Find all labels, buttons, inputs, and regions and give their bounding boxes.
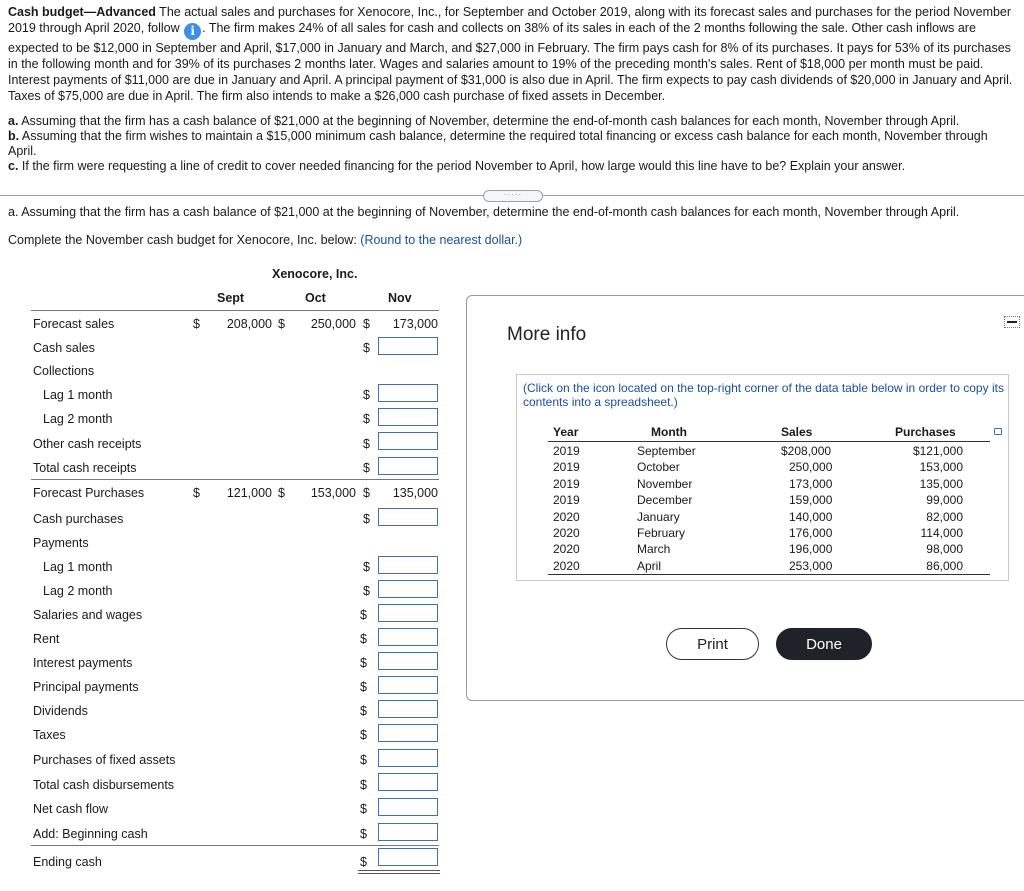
problem-text-body: . The firm makes 24% of all sales for cash and collects on 38% of its sales in each of the 2 months following the sale. Other cash inflows are expected to be $12,000 in September and April, $17,000 in January and March, and $27,000 in February. The firm pays cash for 8% of its purchases. It pays for 53% of its purchases in the following month and for 39% of its purchases 2 months later. Wages and salaries amount to 19% of the preceding month's sales. Rent of $18,000 per month must be paid. Interest payments of $11,000 are due in January and April. A principal payment of $31,000 is also due in April. The firm expects to pay cash dividends of $20,000 in January and April. Taxes of $75,000 are due in April. The firm also intends to make a $26,000 cash purchase of fixed assets in December. <box>8 21 1013 103</box>
cell-month: March <box>637 542 671 556</box>
part-b <box>8 129 1008 159</box>
cell-year: 2020 <box>553 559 580 573</box>
row-label-taxes: Taxes <box>33 728 66 742</box>
taxes-nov-input[interactable] <box>378 724 438 742</box>
forecast-purchases-oct: 153,000 <box>310 486 356 500</box>
dollar-sign: $ <box>360 827 367 841</box>
row-label-dividends: Dividends <box>33 704 88 718</box>
forecast-sales-nov: 173,000 <box>392 317 438 331</box>
section-rule <box>31 479 439 480</box>
dollar-sign: $ <box>363 388 370 402</box>
header-year: Year <box>553 425 579 439</box>
cell-month: December <box>637 493 693 507</box>
dividends-nov-input[interactable] <box>378 700 438 718</box>
cell-month: February <box>637 526 686 540</box>
dollar-sign: $ <box>360 704 367 718</box>
dollar-sign: $ <box>363 412 370 426</box>
dollar-sign: $ <box>278 486 285 500</box>
interest-nov-input[interactable] <box>378 652 438 670</box>
dollar-sign: $ <box>363 461 370 475</box>
cell-month: November <box>637 477 693 491</box>
dollar-sign: $ <box>360 778 367 792</box>
row-label-net-cash-flow: Net cash flow <box>33 802 109 816</box>
info-icon[interactable]: i <box>184 23 201 40</box>
current-question: a. Assuming that the firm has a cash balance of $21,000 at the beginning of November, determine the end-of-month cash balances for each month, November through April. <box>8 205 960 219</box>
cell-purchases: 153,000 <box>919 460 963 474</box>
cell-month: April <box>637 559 662 573</box>
section-rule <box>31 845 439 846</box>
other-receipts-nov-input[interactable] <box>378 432 438 450</box>
row-label-salaries: Salaries and wages <box>33 608 143 622</box>
row-label-ending-cash: Ending cash <box>33 855 102 869</box>
forecast-purchases-nov: 135,000 <box>392 486 438 500</box>
company-name: Xenocore, Inc. <box>272 267 358 281</box>
part-c <box>8 159 1008 174</box>
row-label-payments-lag2: Lag 2 month <box>43 584 113 598</box>
dollar-sign: $ <box>363 560 370 574</box>
dollar-sign: $ <box>363 437 370 451</box>
cell-year: 2020 <box>553 542 580 556</box>
forecast-purchases-sept: 121,000 <box>226 486 272 500</box>
dollar-sign: $ <box>360 753 367 767</box>
dollar-sign: $ <box>360 802 367 816</box>
expand-toggle[interactable]: ····· <box>483 190 543 202</box>
cell-purchases: 98,000 <box>926 542 963 556</box>
header-month: Month <box>651 425 687 439</box>
cell-year: 2019 <box>553 444 580 458</box>
row-label-payments: Payments <box>33 536 89 550</box>
header-sales: Sales <box>781 425 813 439</box>
col-header-oct: Oct <box>305 291 326 305</box>
dollar-sign: $ <box>363 584 370 598</box>
cell-purchases: 99,000 <box>926 493 963 507</box>
row-label-collections-lag1: Lag 1 month <box>43 388 113 402</box>
row-label-other-receipts: Other cash receipts <box>33 437 142 451</box>
dialog-title: More info <box>507 324 587 345</box>
cell-sales: 176,000 <box>789 526 833 540</box>
part-a-text: Assuming that the firm has a cash balance of $21,000 at the beginning of November, determine the end-of-month cash balances for each month, November through April. <box>18 114 960 128</box>
row-label-collections: Collections <box>33 364 95 378</box>
cash-sales-nov-input[interactable] <box>378 337 438 355</box>
dollar-sign: $ <box>360 656 367 670</box>
copy-to-spreadsheet-icon[interactable] <box>994 428 1002 435</box>
row-label-total-receipts: Total cash receipts <box>33 461 137 475</box>
cell-month: September <box>637 444 696 458</box>
beginning-cash-nov-input[interactable] <box>378 823 438 841</box>
rent-nov-input[interactable] <box>378 628 438 646</box>
fixed-assets-nov-input[interactable] <box>378 749 438 767</box>
cell-sales: $208,000 <box>781 444 832 458</box>
cell-month: October <box>637 460 680 474</box>
col-header-sept: Sept <box>217 291 245 305</box>
row-label-rent: Rent <box>33 632 60 646</box>
part-b-text: Assuming that the firm wishes to maintain a $15,000 minimum cash balance, determine the required total financing or excess cash balance for each month, November through April. <box>8 129 988 158</box>
header-rule <box>31 310 439 311</box>
instruction <box>8 233 522 247</box>
dollar-sign: $ <box>363 512 370 526</box>
problem-statement <box>8 4 1016 104</box>
double-underline-bottom <box>358 873 440 874</box>
minimize-icon[interactable] <box>1004 316 1020 328</box>
cell-purchases: 82,000 <box>926 510 963 524</box>
dollar-sign: $ <box>363 486 370 500</box>
dollar-sign: $ <box>360 855 367 869</box>
part-c-label: c. <box>8 159 19 173</box>
cell-sales: 196,000 <box>789 542 833 556</box>
dollar-sign: $ <box>193 317 200 331</box>
row-label-interest: Interest payments <box>33 656 133 670</box>
collections-lag1-nov-input[interactable] <box>378 384 438 402</box>
instruction-text: Complete the November cash budget for Xenocore, Inc. below: <box>8 233 361 247</box>
cell-sales: 250,000 <box>789 460 833 474</box>
dollar-sign: $ <box>360 632 367 646</box>
row-label-principal: Principal payments <box>33 680 139 694</box>
copy-instruction: (Click on the icon located on the top-right corner of the data table below in order to copy its contents into a spreadsheet.) <box>523 381 1004 409</box>
cell-year: 2019 <box>553 460 580 474</box>
part-c-text: If the firm were requesting a line of credit to cover needed financing for the period November to April, how large would this line have to be? Explain your answer. <box>18 159 906 173</box>
row-label-cash-sales: Cash sales <box>33 341 95 355</box>
cell-sales: 253,000 <box>789 559 833 573</box>
row-label-cash-purchases: Cash purchases <box>33 512 124 526</box>
collections-lag2-nov-input[interactable] <box>378 408 438 426</box>
problem-title: Cash budget—Advanced <box>8 5 156 19</box>
header-rule <box>548 441 990 442</box>
cell-year: 2020 <box>553 526 580 540</box>
cell-year: 2019 <box>553 477 580 491</box>
row-label-collections-lag2: Lag 2 month <box>43 412 113 426</box>
header-purchases: Purchases <box>895 425 956 439</box>
dollar-sign: $ <box>363 317 370 331</box>
more-info-dialog <box>466 295 1024 701</box>
payments-lag1-nov-input[interactable] <box>378 556 438 574</box>
dollar-sign: $ <box>360 608 367 622</box>
forecast-sales-sept: 208,000 <box>226 317 272 331</box>
col-header-nov: Nov <box>388 291 412 305</box>
row-label-fixed-assets: Purchases of fixed assets <box>33 753 176 767</box>
problem-text-intro: The actual sales and purchases for Xenocore, Inc., for September and October 2019, along with its forecast sales and purchases for the period November 2019 through April 2020, follow <box>8 5 1012 35</box>
net-cash-flow-nov-input[interactable] <box>378 798 438 816</box>
payments-lag2-nov-input[interactable] <box>378 580 438 598</box>
cell-sales: 159,000 <box>789 493 833 507</box>
cell-purchases: 114,000 <box>920 526 963 540</box>
done-button[interactable]: Done <box>776 628 872 660</box>
principal-nov-input[interactable] <box>378 676 438 694</box>
cell-sales: 173,000 <box>789 477 833 491</box>
total-disbursements-nov-input[interactable] <box>378 773 438 791</box>
cell-year: 2019 <box>553 493 580 507</box>
dollar-sign: $ <box>278 317 285 331</box>
dollar-sign: $ <box>360 728 367 742</box>
dollar-sign: $ <box>360 680 367 694</box>
part-a-label: a. <box>8 114 19 128</box>
cell-year: 2020 <box>553 510 580 524</box>
total-receipts-nov-input[interactable] <box>378 457 438 475</box>
cell-month: January <box>637 510 680 524</box>
row-label-beginning-cash: Add: Beginning cash <box>33 827 148 841</box>
forecast-sales-oct: 250,000 <box>310 317 356 331</box>
instruction-hint: (Round to the nearest dollar.) <box>360 233 523 247</box>
row-label-forecast-purchases: Forecast Purchases <box>33 486 145 500</box>
cell-purchases: $121,000 <box>912 444 963 458</box>
dollar-sign: $ <box>363 341 370 355</box>
problem-parts <box>8 114 1008 174</box>
part-b-label: b. <box>8 129 20 143</box>
salaries-nov-input[interactable] <box>378 604 438 622</box>
cash-purchases-nov-input[interactable] <box>378 508 438 526</box>
cell-sales: 140,000 <box>789 510 833 524</box>
row-label-total-disbursements: Total cash disbursements <box>33 778 175 792</box>
ending-cash-nov-input[interactable] <box>378 848 438 866</box>
table-bottom-rule <box>548 574 990 575</box>
row-label-payments-lag1: Lag 1 month <box>43 560 113 574</box>
cell-purchases: 86,000 <box>926 559 963 573</box>
part-a <box>8 114 1008 129</box>
double-underline-top <box>358 870 440 871</box>
data-table-panel <box>516 374 1009 581</box>
cell-purchases: 135,000 <box>919 477 963 491</box>
dollar-sign: $ <box>193 486 200 500</box>
print-button[interactable]: Print <box>666 628 759 660</box>
row-label-forecast-sales: Forecast sales <box>33 317 115 331</box>
